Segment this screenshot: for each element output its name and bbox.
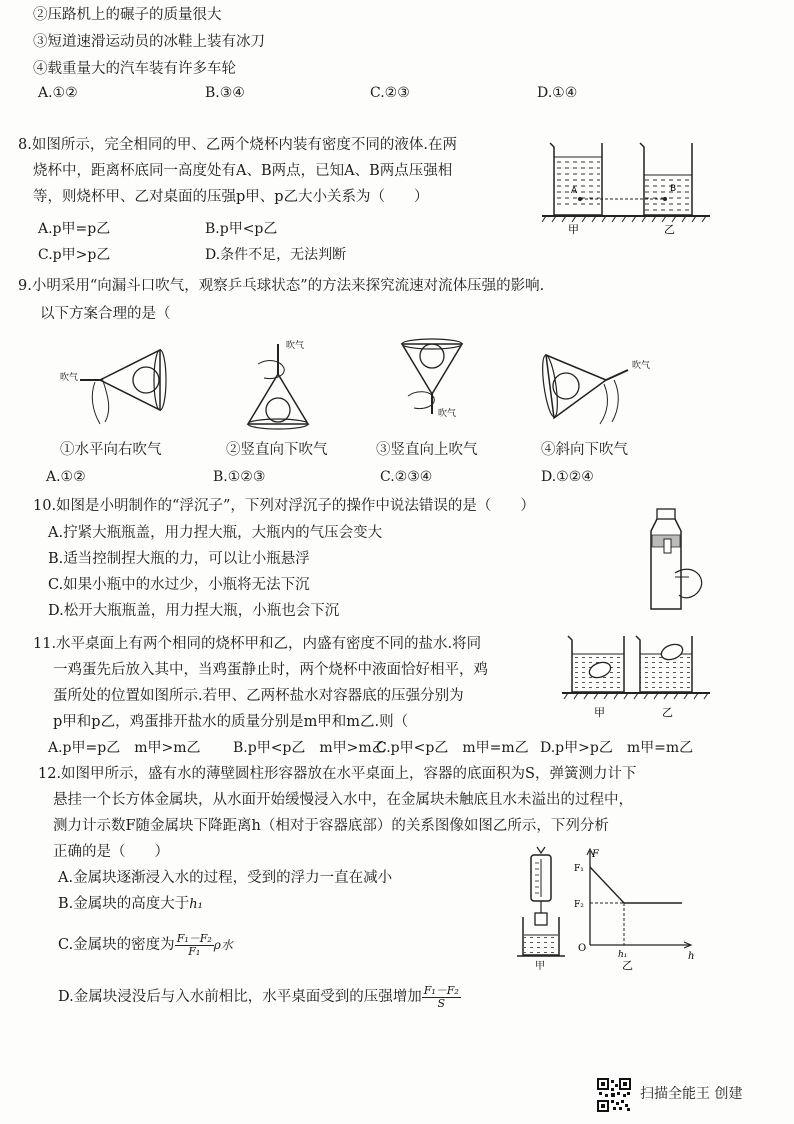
footer-scanner-credit: 扫描全能王 创建 [640,1086,743,1102]
graph-axis-f-label: F [592,849,599,860]
q7-option-c: C.②③ [370,85,410,101]
q9-figure-1 [60,340,180,430]
q12-stem-line-1: 12.如图甲所示，盛有水的薄壁圆柱形容器放在水平桌面上，容器的底面积为S，弹簧测力计下 [38,766,637,782]
q9-fig1-blow-label: 吹气 [60,373,79,383]
q9-figure-3 [390,334,480,434]
q12-stem-line-2: 悬挂一个长方体金属块，从水面开始缓慢浸入水中，在金属块未触底且水未溢出的过程中， [53,792,633,808]
point-b-label: B [670,184,677,194]
q8-stem-line-1: 8.如图所示，完全相同的甲、乙两个烧杯内装有密度不同的液体.在两 [18,137,457,153]
q12-option-d-fraction [422,985,461,1010]
q11-option-d: D.p甲>p乙 m甲=m乙 [540,740,694,756]
q12-option-c [58,930,233,960]
graph-axis-h-label: h [688,951,695,962]
q11-stem-line-3: 蛋所处的位置如图所示.若甲、乙两杯盐水对容器底的压强分别为 [53,688,464,704]
q8-option-a: A.p甲=p乙 [38,221,111,237]
q9-caption-2: ②竖直向下吹气 [226,442,328,458]
q9-caption-1: ①水平向右吹气 [60,442,162,458]
q11-option-b: B.p甲<p乙 m甲>m乙 [233,740,386,756]
beaker-right-label: 乙 [664,223,675,235]
q12-option-b-text: B.金属块的高度大于 [58,896,190,912]
graph-origin-label: O [578,943,587,954]
q8-stem-line-3: 等，则烧杯甲、乙对桌面的压强p甲、p乙大小关系为（ ） [33,189,429,205]
q12-option-b [58,894,203,915]
q11-beakers-figure [560,630,730,722]
q12-option-c-rho: ρ水 [213,938,233,952]
q9-fig2-blow-label: 吹气 [286,341,305,351]
q9-stem-line-2: 以下方案合理的是（ [40,306,171,322]
q12-option-c-numerator: F₁－F₂ [176,931,212,945]
q12-stem-line-3: 测力计示数F随金属块下降距离h（相对于容器底部）的关系图像如图乙所示，下列分析 [53,818,609,834]
q10-option-a: A.拧紧大瓶瓶盖，用力捏大瓶，大瓶内的气压会变大 [48,525,383,541]
qr-code-icon [597,1078,631,1112]
q10-stem: 10.如图是小明制作的“浮沉子”，下列对浮沉子的操作中说法错误的是（ ） [33,498,535,514]
q8-beakers-figure [540,135,720,235]
q9-caption-3: ③竖直向上吹气 [376,442,478,458]
q9-fig4-blow-label: 吹气 [632,361,651,371]
q12-graph-figure [570,845,700,970]
q11-right-label: 乙 [662,706,673,719]
point-a-label: A [571,186,578,196]
q12-option-d [58,982,461,1012]
q12-stem-line-4: 正确的是（ ） [53,844,169,860]
q11-option-a: A.p甲=p乙 m甲>m乙 [48,740,201,756]
q7-option-b: B.③④ [205,85,245,101]
q12-fig-jia-label: 甲 [535,961,545,970]
q9-option-c: C.②③④ [380,469,433,485]
q9-figure-2 [228,334,318,434]
q12-option-c-text: C.金属块的密度为 [58,937,175,953]
q12-option-d-text: D.金属块浸没后与入水前相比，水平桌面受到的压强增加 [58,989,422,1005]
q9-fig3-blow-label: 吹气 [438,409,457,419]
q12-option-c-denominator: F₁ [188,944,201,958]
q11-stem-line-2: 一鸡蛋先后放入其中，当鸡蛋静止时，两个烧杯中液面恰好相平，鸡 [53,662,488,678]
q8-stem-line-2: 烧杯中，距离杯底同一高度处有A、B两点，已知A、B两点压强相 [33,163,453,179]
q12-option-c-fraction [175,933,214,958]
graph-f2-label: F₂ [574,900,584,910]
q10-cartesian-diver-figure [635,505,715,615]
q8-option-d: D.条件不足，无法判断 [205,247,347,263]
graph-descending-segment [590,867,624,903]
q9-stem-line-1: 9.小明采用“向漏斗口吹气，观察乒乓球状态”的方法来探究流速对流体压强的影响. [18,278,545,294]
q10-option-d: D.松开大瓶瓶盖，用力捏大瓶，小瓶也会下沉 [48,603,340,619]
q11-stem-line-4: p甲和p乙，鸡蛋排开盐水的质量分别是m甲和m乙.则（ [53,714,409,730]
q12-option-d-denominator: S [437,996,446,1010]
q10-option-b: B.适当控制捏大瓶的力，可以让小瓶悬浮 [48,551,310,567]
q8-option-c: C.p甲>p乙 [38,247,111,263]
q9-option-b: B.①②③ [213,469,266,485]
q11-stem-line-1: 11.水平桌面上有两个相同的烧杯甲和乙，内盛有密度不同的盐水.将同 [33,636,482,652]
q9-figure-4 [536,340,666,430]
q12-option-b-var: h₁ [189,897,203,912]
q11-left-label: 甲 [594,706,605,719]
q7-item-3: ③短道速滑运动员的冰鞋上装有冰刀 [33,34,265,50]
q9-caption-4: ④斜向下吹气 [541,442,628,458]
graph-f1-label: F₁ [574,864,584,874]
q7-option-a: A.①② [38,85,78,101]
q11-option-c: C.p甲<p乙 m甲=m乙 [376,740,529,756]
q9-option-a: A.①② [46,469,86,485]
q12-fig-yi-label: 乙 [622,959,633,970]
q7-item-4: ④载重量大的汽车装有许多车轮 [33,61,236,77]
q7-option-d: D.①④ [537,85,578,101]
q12-option-d-numerator: F₁－F₂ [423,983,459,997]
graph-h1-label: h₁ [618,950,628,960]
q10-option-c: C.如果小瓶中的水过少，小瓶将无法下沉 [48,577,310,593]
beaker-left-label: 甲 [568,223,579,235]
q12-spring-scale-figure [515,845,567,970]
q12-option-a: A.金属块逐渐浸入水的过程，受到的浮力一直在减小 [58,870,393,886]
beaker-left-liquid [554,157,600,207]
q8-option-b: B.p甲<p乙 [205,221,278,237]
beaker-right-liquid [644,175,692,215]
q9-option-d: D.①②④ [541,469,594,485]
q7-item-2: ②压路机上的碾子的质量很大 [33,7,222,23]
